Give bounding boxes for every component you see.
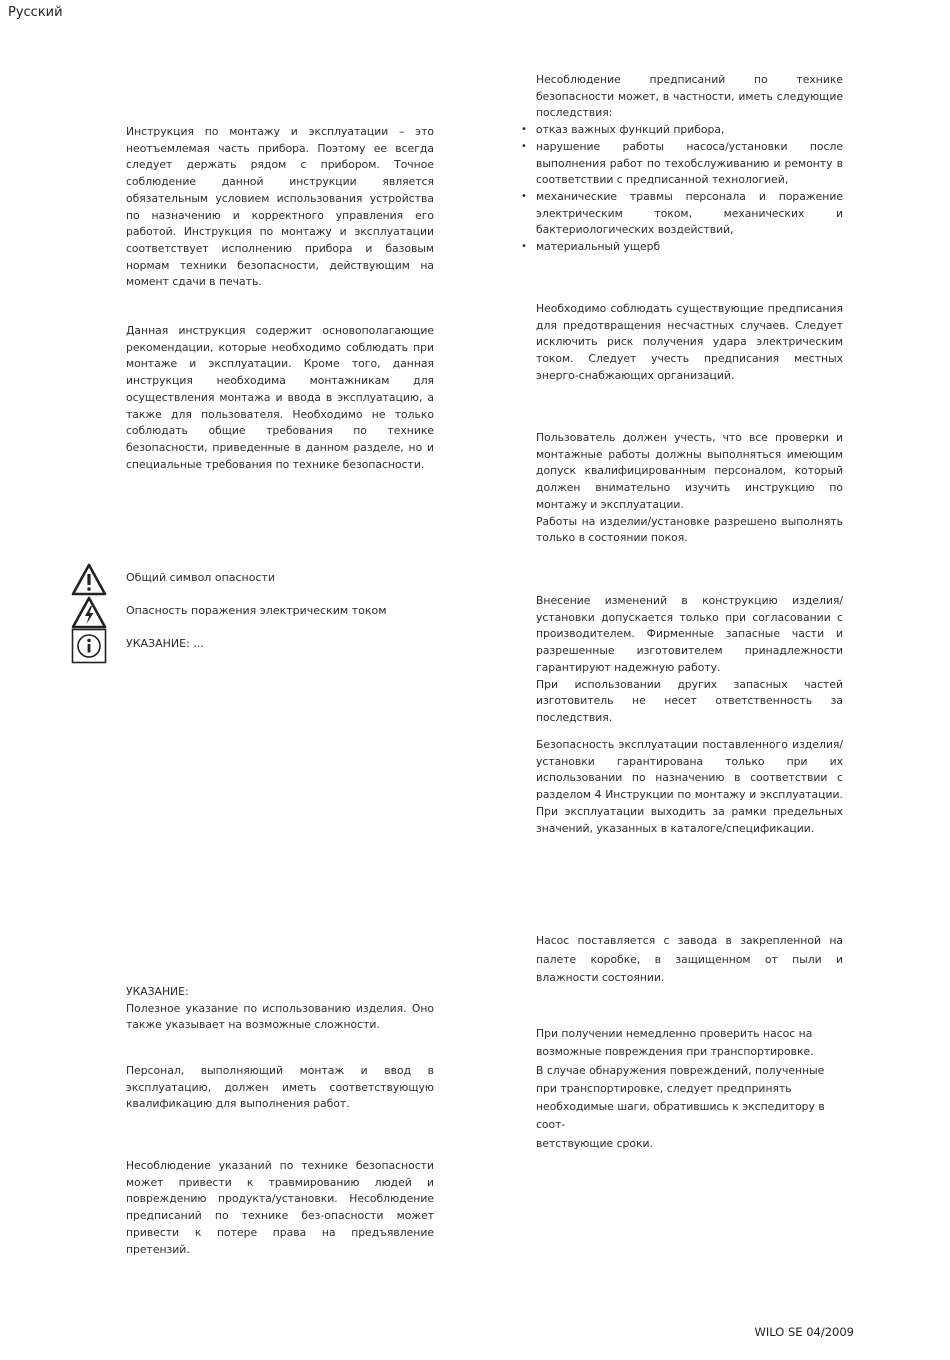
intro-paragraph: Инструкция по монтажу и эксплуатации – это неотъемлемая часть прибора. Поэтому ее всегда следует держать рядом с прибором. Точное соблюдение данной инструкции является обязательным условием использования устройства по назначению и корректного управления его работой. Инструкция по монтажу и эксплуатации соответствует исполнению прибора и базовым нормам техники безопасности, действующим на момент сдачи в печать. xyxy=(126,125,434,289)
consequences-list xyxy=(536,122,843,256)
list-item: • нарушение работы насоса/установки после выполнения работ по техобслуживанию и ремонту в соответствии с предписанной технологией, xyxy=(536,139,843,189)
language-label: Русский xyxy=(8,5,63,20)
consequences-block xyxy=(536,72,843,256)
work-at-rest-text: Работы на изделии/установке разрешено выполнять только в состоянии покоя. xyxy=(536,514,843,545)
note-text: Полезное указание по использованию изделия. Оно также указывает на возможные сложности. xyxy=(126,1001,434,1032)
info-icon xyxy=(71,628,107,664)
nonobservance-paragraph: Несоблюдение указаний по технике безопасности может привести к травмированию людей и повреждению продукта/установки. Несоблюдение предписаний по технике без-опасности может привести к потере права на предъявление претензий. xyxy=(126,1159,434,1256)
legend-electric-shock: Опасность поражения электрическим током xyxy=(126,604,387,617)
electric-shock-icon xyxy=(71,595,107,631)
user-duties-text: Пользователь должен учесть, что все проверки и монтажные работы должны выполняться имеющим допуск квалифицированным персоналом, который должен внимательно изучить инструкцию по монтажу и эксплуатации. xyxy=(536,431,843,511)
operation-safety-paragraph: Безопасность эксплуатации поставленного изделия/установки гарантирована только при их использовании по назначению в соответствии с разделом 4 Инструкции по монтажу и эксплуатации. При эксплуатации выходить за рамки предельных значений, указанных в каталоге/спецификации. xyxy=(536,738,843,835)
note-title: УКАЗАНИЕ: xyxy=(126,985,189,998)
list-item: • материальный ущерб xyxy=(536,239,843,256)
personnel-paragraph: Персонал, выполняющий монтаж и ввод в эксплуатацию, должен иметь соответствующую квалификацию для выполнения работ. xyxy=(126,1064,434,1111)
inspection-line: ветствующие сроки. xyxy=(536,1136,653,1150)
legend-info: УКАЗАНИЕ: ... xyxy=(126,637,204,650)
inspection-block xyxy=(536,1025,843,1153)
inspection-line: соот- xyxy=(536,1118,566,1132)
modification-text: Внесение изменений в конструкцию изделия/установки допускается только при согласовании с производителем. Фирменные запасные части и разрешенные изготовителем принадлежности гарантируют надежную работу. xyxy=(536,594,843,674)
list-item: • отказ важных функций прибора, xyxy=(536,122,843,139)
spare-parts-text: При использовании других запасных частей изготовитель не несет ответственность за последствия. xyxy=(536,677,843,724)
legend-general-danger: Общий символ опасности xyxy=(126,571,276,584)
accident-prevention-paragraph: Необходимо соблюдать существующие предписания для предотвращения несчастных случаев. Следует исключить риск получения удара электрическим током. Следует учесть предписания местных энерго-снабжающих организаций. xyxy=(536,302,843,382)
user-duties-block xyxy=(536,430,843,547)
publisher-footer: WILO SE 04/2009 xyxy=(754,1325,854,1339)
general-danger-icon xyxy=(71,562,107,598)
inspection-line: при транспортировке, следует предпринять xyxy=(536,1081,792,1095)
note-block xyxy=(126,984,434,1034)
general-paragraph: Данная инструкция содержит основополагающие рекомендации, которые необходимо соблюдать при монтаже и эксплуатации. Кроме того, данная инструкция необходима монтажникам для осуществления монтажа и ввода в эксплуатацию, а также для пользователя. Необходимо не только соблюдать общие требования по технике безопасности, приведенные в данном разделе, но и специальные требования по технике безопасности. xyxy=(126,324,434,471)
inspection-line: В случае обнаружения повреждений, полученные xyxy=(536,1063,825,1077)
inspection-line: необходимые шаги, обратившись к экспедитору в xyxy=(536,1100,825,1114)
list-item: • механические травмы персонала и поражение электрическим током, механических и бактериологических воздействий, xyxy=(536,189,843,239)
modification-block xyxy=(536,593,843,727)
consequences-intro: Несоблюдение предписаний по технике безопасности может, в частности, иметь следующие последствия: xyxy=(536,73,843,120)
inspection-line: возможные повреждения при транспортировке. xyxy=(536,1045,814,1059)
delivery-paragraph: Насос поставляется с завода в закрепленной на палете коробке, в защищенном от пыли и влажности состоянии. xyxy=(536,934,843,984)
inspection-line: При получении немедленно проверить насос на xyxy=(536,1027,813,1040)
